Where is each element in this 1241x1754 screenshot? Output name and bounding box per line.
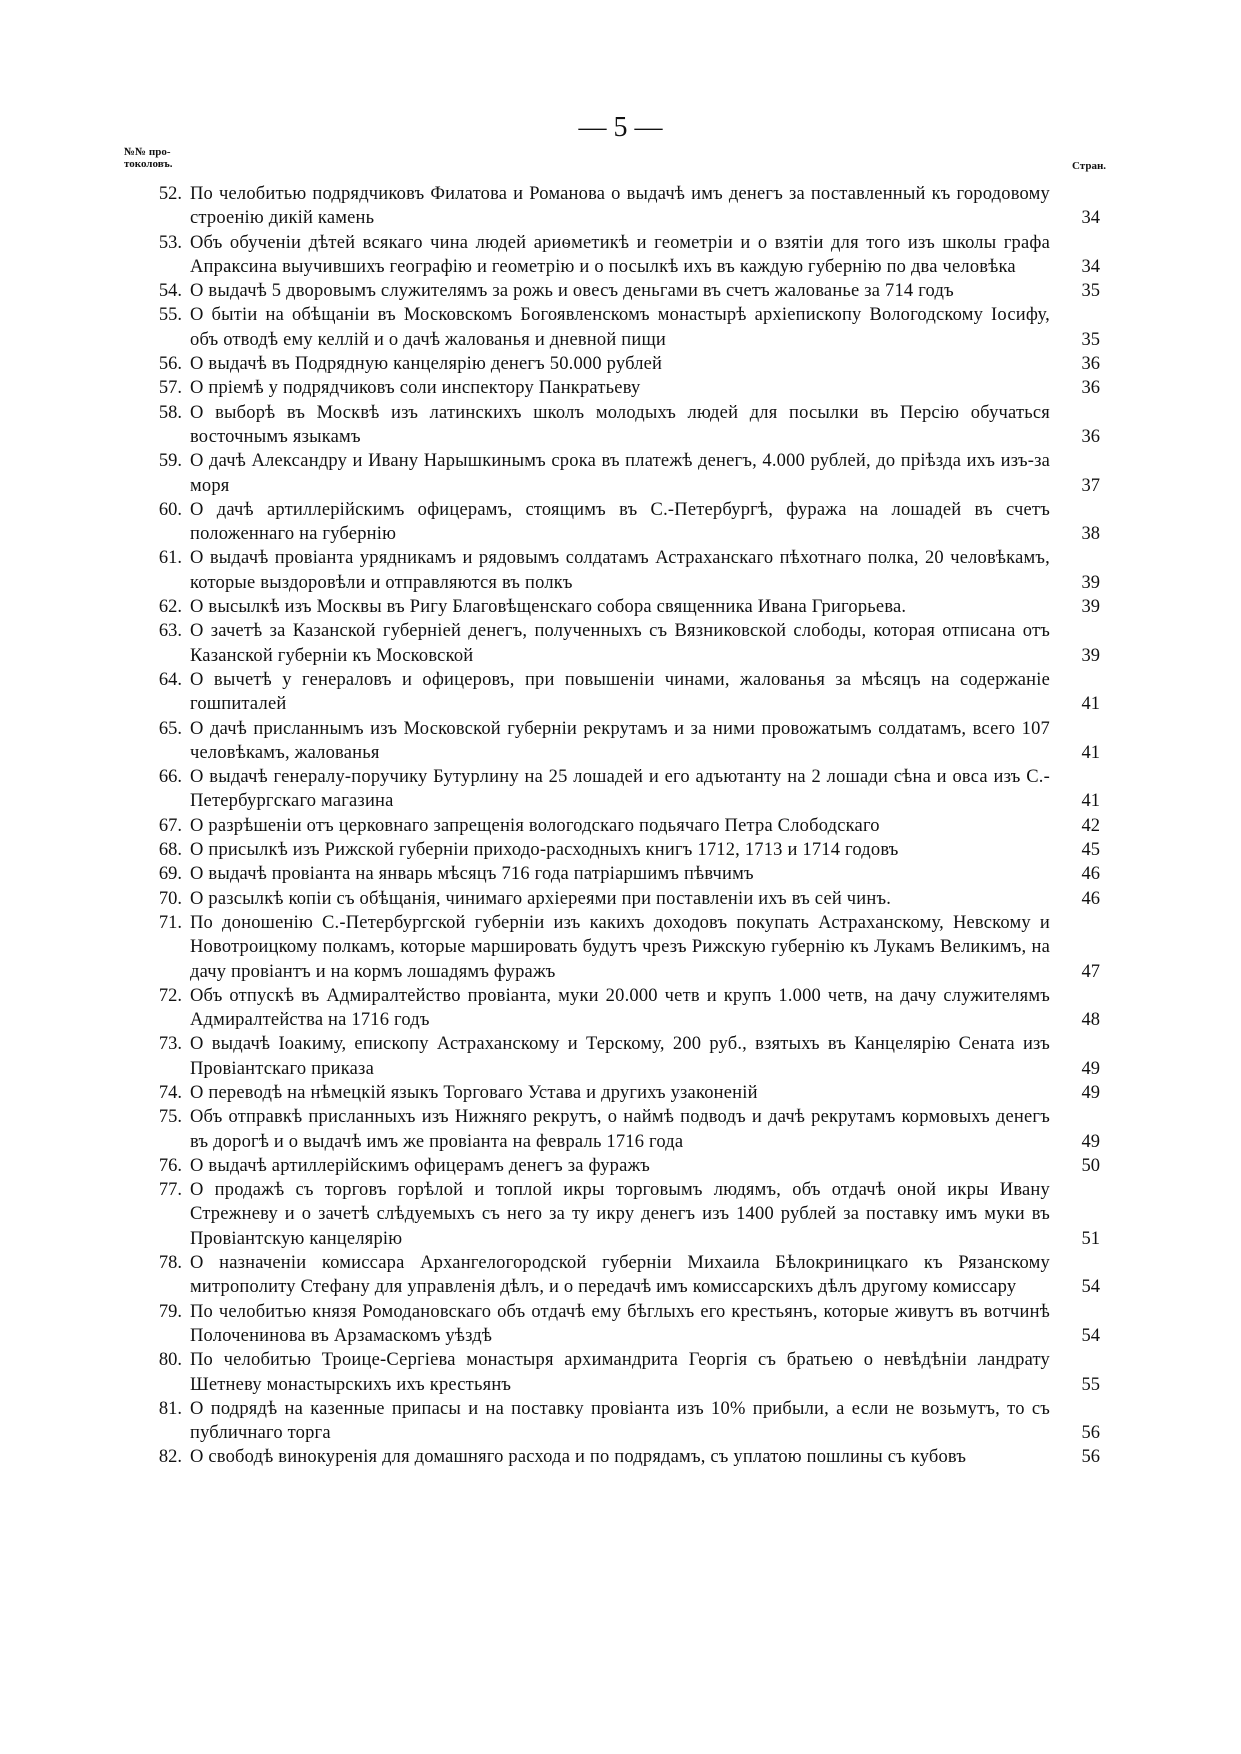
protocol-number-column-header: №№ про- токоловъ.: [124, 146, 173, 170]
entry-number: 79.: [158, 1301, 182, 1322]
entry-title: О подрядѣ на казенные припасы и на поставку провіанта изъ 10% прибыли, а если не возьмутъ, то съ публичнаго торга: [190, 1398, 1050, 1444]
toc-entry: [140, 595, 1100, 619]
entry-page: 51: [1081, 1228, 1100, 1249]
page-number: — 5 —: [578, 112, 663, 143]
toc-entry: [140, 1154, 1100, 1178]
toc-entry: [140, 887, 1100, 911]
toc-entry: [140, 862, 1100, 886]
entry-number: 53.: [158, 232, 182, 253]
entry-number: 78.: [158, 1253, 182, 1274]
entry-number: 57.: [158, 378, 182, 399]
entry-number: 54.: [158, 281, 182, 302]
entry-title: О присылкѣ изъ Рижской губерніи приходо-расходныхъ книгъ 1712, 1713 и 1714 годовъ: [190, 840, 899, 861]
entry-number: 75.: [158, 1107, 182, 1128]
entry-page: 41: [1081, 742, 1100, 763]
page-column-header: Стран.: [1072, 160, 1107, 172]
entry-number: 52.: [158, 184, 182, 204]
toc-entry: [140, 1397, 1100, 1446]
entry-title: По доношенію С.-Петербургской губерніи изъ какихъ доходовъ покупать Астраханскому, Невскому и Новотроицкому полкамъ, которые маршировать будутъ чрезъ Рижскую губернію къ Лукамъ Великимъ, на дачу провіантъ и на кормъ лошадямъ фуражъ: [190, 912, 1050, 982]
entry-title: По челобитью Троице-Сергіева монастыря архимандрита Георгія съ братьею о невѣдѣніи ландрату Шетневу монастырскихъ ихъ крестьянъ: [190, 1350, 1050, 1395]
toc-entry: [140, 401, 1100, 450]
entry-number: 67.: [158, 815, 182, 836]
entry-page: 54: [1081, 1277, 1100, 1298]
entry-page: 46: [1081, 888, 1100, 909]
entry-page: 36: [1081, 426, 1100, 447]
entry-page: 35: [1081, 329, 1100, 350]
entry-page: 49: [1081, 1082, 1100, 1103]
entry-page: 38: [1081, 524, 1100, 545]
toc-entry: [140, 838, 1100, 862]
entry-number: 64.: [158, 669, 182, 690]
entry-title: О разрѣшеніи отъ церковнаго запрещенія вологодскаго подьячаго Петра Слободскаго: [190, 815, 880, 836]
entry-page: 47: [1081, 961, 1100, 982]
entry-page: 46: [1081, 864, 1100, 885]
entry-title: По челобитью князя Ромодановскаго объ отдачѣ ему бѣглыхъ его крестьянъ, которые живутъ въ вотчинѣ Полоченинова въ Арзамаскомъ уѣздѣ: [190, 1301, 1050, 1346]
toc-entry: [140, 1300, 1100, 1349]
entry-title: О пріемѣ у подрядчиковъ соли инспектору Панкратьеву: [190, 378, 641, 399]
entry-title: О выдачѣ провіанта урядникамъ и рядовымъ солдатамъ Астраханскаго пѣхотнаго полка, 20 человѣкамъ, которые выздоровѣли и отправляются въ полкъ: [190, 548, 1050, 593]
entry-number: 65.: [158, 718, 182, 739]
toc-entry: [140, 279, 1100, 303]
entry-page: 39: [1081, 572, 1100, 593]
toc-entry: [140, 619, 1100, 668]
entry-number: 73.: [158, 1034, 182, 1055]
entry-number: 66.: [158, 767, 182, 788]
entry-title: О выдачѣ 5 дворовымъ служителямъ за рожь и овесъ деньгами въ счетъ жалованье за 714 годъ: [190, 281, 954, 302]
entry-title: О свободѣ винокуренія для домашняго расхода и по подрядамъ, съ уплатою пошлины съ кубовъ: [190, 1447, 967, 1468]
toc-entry: [140, 1348, 1100, 1397]
toc-entry: [140, 1251, 1100, 1300]
toc-entry: [140, 1105, 1100, 1154]
entry-page: 49: [1081, 1131, 1100, 1152]
entry-number: 70.: [158, 888, 182, 909]
entry-title: О разсылкѣ копіи съ обѣщанія, чинимаго архіереями при поставленіи ихъ въ сей чинъ.: [190, 888, 892, 909]
entry-title: О бытіи на обѣщаніи въ Московскомъ Богоявленскомъ монастырѣ архіепископу Вологодскому Іосифу, объ отводѣ ему келлій и о дачѣ жалованья и дневной пищи: [190, 305, 1050, 350]
toc-entry: [140, 376, 1100, 400]
entry-number: 63.: [158, 621, 182, 642]
entry-page: 36: [1081, 378, 1100, 399]
entry-number: 82.: [158, 1447, 182, 1468]
entry-page: 56: [1081, 1423, 1100, 1444]
entry-number: 81.: [158, 1398, 182, 1419]
entry-page: 45: [1081, 840, 1100, 861]
toc-entry: [140, 765, 1100, 814]
entry-title: О выборѣ въ Москвѣ изъ латинскихъ школъ молодыхъ людей для посылки въ Персію обучаться восточнымъ языкамъ: [190, 402, 1050, 447]
entry-page: 39: [1081, 597, 1100, 618]
toc-entry: [140, 231, 1100, 280]
entry-title: О высылкѣ изъ Москвы въ Ригу Благовѣщенскаго собора священника Ивана Григорьева.: [190, 597, 907, 618]
entry-page: 55: [1081, 1374, 1100, 1395]
toc-entry: [140, 1445, 1100, 1469]
table-of-contents: [140, 182, 1100, 1470]
toc-entry: [140, 546, 1100, 595]
entry-page: 42: [1081, 815, 1100, 836]
toc-entry: [140, 1032, 1100, 1081]
entry-number: 62.: [158, 597, 182, 618]
entry-number: 58.: [158, 402, 182, 423]
toc-entry: [140, 1178, 1100, 1251]
toc-entry: [140, 449, 1100, 498]
entry-title: О выдачѣ Іоакиму, епископу Астраханскому и Терскому, 200 руб., взятыхъ въ Канцелярію Сената изъ Провіантскаго приказа: [190, 1034, 1050, 1079]
entry-title: О вычетѣ у генераловъ и офицеровъ, при повышеніи чинами, жалованья за мѣсяцъ на содержаніе гошпиталей: [190, 669, 1050, 715]
entry-page: 50: [1081, 1155, 1100, 1176]
entry-page: 48: [1081, 1010, 1100, 1031]
entry-number: 71.: [158, 912, 182, 933]
entry-title: О назначеніи комиссара Архангелогородской губерніи Михаила Бѣлокриницкаго къ Рязанскому митрополиту Стефану для управленія дѣлъ, и о передачѣ имъ комиссарскихъ дѣлъ другому комиссару: [190, 1253, 1050, 1298]
entry-title: О выдачѣ въ Подрядную канцелярію денегъ 50.000 рублей: [190, 354, 663, 375]
entry-page: 34: [1081, 208, 1100, 229]
toc-entry: [140, 182, 1100, 231]
toc-entry: [140, 303, 1100, 352]
entry-page: 34: [1081, 256, 1100, 277]
entry-number: 56.: [158, 354, 182, 375]
toc-entry: [140, 1081, 1100, 1105]
entry-title: О выдачѣ артиллерійскимъ офицерамъ денегъ за фуражъ: [190, 1155, 650, 1176]
entry-title: Объ отправкѣ присланныхъ изъ Нижняго рекрутъ, о наймѣ подводъ и дачѣ рекрутамъ кормовыхъ денегъ въ дорогѣ и о выдачѣ имъ же провіанта на февраль 1716 года: [190, 1107, 1050, 1152]
entry-number: 74.: [158, 1082, 182, 1103]
entry-title: О зачетѣ за Казанской губерніей денегъ, полученныхъ съ Вязниковской слободы, которая отписана отъ Казанской губерніи къ Московской: [190, 621, 1050, 666]
entry-title: О продажѣ съ торговъ горѣлой и топлой икры торговымъ людямъ, объ отдачѣ оной икры Ивану Стрежневу и о зачетѣ слѣдуемыхъ съ него за ту икру денегъ изъ 1400 рублей за поставку имъ муки въ Провіантскую канцелярію: [190, 1180, 1050, 1249]
entry-number: 72.: [158, 985, 182, 1006]
entry-number: 69.: [158, 864, 182, 885]
toc-entry: [140, 668, 1100, 717]
toc-entry: [140, 984, 1100, 1033]
entry-page: 56: [1081, 1447, 1100, 1468]
entry-title: О дачѣ Александру и Ивану Нарышкинымъ срока въ платежѣ денегъ, 4.000 рублей, до пріѣзда ихъ изъ-за моря: [190, 451, 1050, 496]
entry-number: 80.: [158, 1350, 182, 1371]
entry-page: 41: [1081, 694, 1100, 715]
entry-title: О переводѣ на нѣмецкій языкъ Торговаго Устава и другихъ узаконеній: [190, 1082, 758, 1103]
entry-number: 59.: [158, 451, 182, 472]
entry-number: 60.: [158, 499, 182, 520]
entry-title: О дачѣ артиллерійскимъ офицерамъ, стоящимъ въ С.-Петербургѣ, фуража на лошадей въ счетъ положеннаго на губернію: [190, 499, 1050, 545]
entry-page: 54: [1081, 1325, 1100, 1346]
toc-entry: [140, 498, 1100, 547]
entry-page: 35: [1081, 281, 1100, 302]
entry-page: 41: [1081, 791, 1100, 812]
entry-page: 37: [1081, 475, 1100, 496]
entry-page: 49: [1081, 1058, 1100, 1079]
entry-title: О выдачѣ провіанта на январь мѣсяцъ 716 года патріаршимъ пѣвчимъ: [190, 864, 754, 885]
toc-entry: [140, 911, 1100, 984]
toc-entry: [140, 814, 1100, 838]
entry-title: Объ обученіи дѣтей всякаго чина людей ариѳметикѣ и геометріи и о взятіи для того изъ школы графа Апраксина выучившихъ географію и геометрію и о посылкѣ ихъ въ каждую губернію по два человѣка: [190, 232, 1050, 277]
entry-number: 68.: [158, 840, 182, 861]
entry-page: 36: [1081, 354, 1100, 375]
entry-title: По челобитью подрядчиковъ Филатова и Романова о выдачѣ имъ денегъ за поставленный къ городовому строенію дикій камень: [190, 184, 1050, 229]
entry-number: 77.: [158, 1180, 182, 1201]
toc-entry: [140, 717, 1100, 766]
toc-entry: [140, 352, 1100, 376]
entry-number: 61.: [158, 548, 182, 569]
entry-title: Объ отпускѣ въ Адмиралтейство провіанта, муки 20.000 четв и крупъ 1.000 четв, на дачу служителямъ Адмиралтейства на 1716 годъ: [190, 985, 1050, 1031]
entry-number: 55.: [158, 305, 182, 326]
entry-page: 39: [1081, 645, 1100, 666]
entry-title: О дачѣ присланнымъ изъ Московской губерніи рекрутамъ и за ними провожатымъ солдатамъ, всего 107 человѣкамъ, жалованья: [190, 718, 1050, 763]
entry-title: О выдачѣ генералу-поручику Бутурлину на 25 лошадей и его адъютанту на 2 лошади сѣна и овса изъ С.-Петербургскаго магазина: [190, 767, 1050, 812]
entry-number: 76.: [158, 1155, 182, 1176]
